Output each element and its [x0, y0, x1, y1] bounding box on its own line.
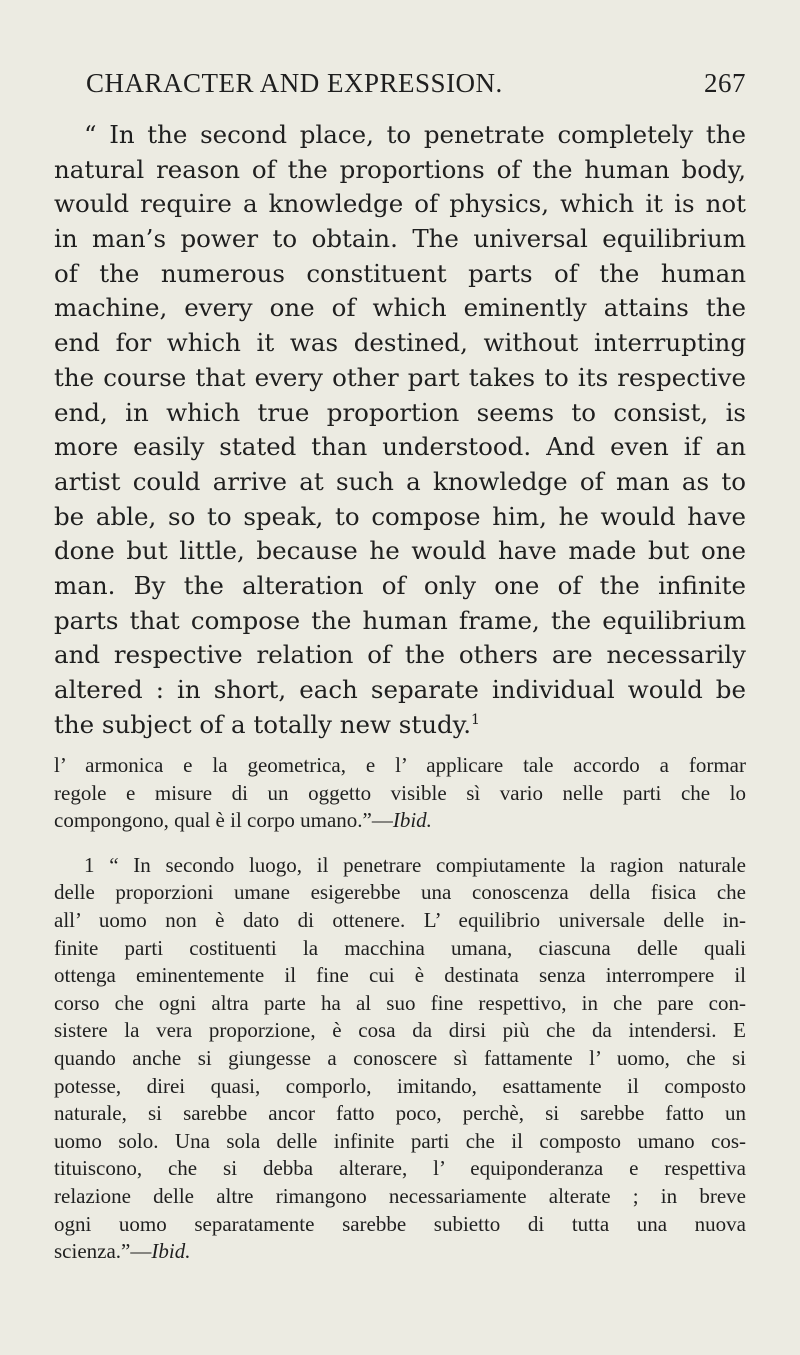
footnote-line-last — [54, 1238, 746, 1266]
text-line: natural reason of the proportions of the human body, — [54, 154, 746, 184]
text-line: be able, so to speak, to compose him, he would have — [54, 501, 746, 531]
footnote-line: tituiscono, che si debba alterare, l’ equiponderanza e respettiva — [54, 1156, 746, 1181]
footnote-line: ogni uomo separatamente sarebbe subietto di tutta una nuova — [54, 1211, 746, 1236]
text-line: the course that every other part takes to its respective — [54, 362, 746, 392]
footnote-line: regole e misure di un oggetto visible sì vario nelle parti che lo — [54, 780, 746, 805]
footnote-line: relazione delle altre rimangono necessariamente alterate ; in breve — [54, 1183, 746, 1208]
running-head — [86, 68, 746, 108]
footnote-line: sistere la vera proporzione, è cosa da dirsi più che da intendersi. E — [54, 1018, 746, 1043]
text-line-last — [54, 708, 746, 743]
text-line: man. By the alteration of only one of the infinite — [54, 570, 746, 600]
text-line: of the numerous constituent parts of the human — [54, 258, 746, 288]
footnote-line: all’ uomo non è dato di ottenere. L’ equilibrio universale delle in- — [54, 907, 746, 932]
text-line: parts that compose the human frame, the equilibrium — [54, 605, 746, 635]
text-line: more easily stated than understood. And even if an — [54, 432, 746, 462]
footnote-line: uomo solo. Una sola delle infinite parti che il composto umano cos- — [54, 1128, 746, 1153]
footnote-text: scienza.”— — [54, 1239, 152, 1264]
text-line: and respective relation of the others are necessarily — [54, 640, 746, 670]
footnote-line: finite parti costituenti la macchina umana, ciascuna delle quali — [54, 935, 746, 960]
footnote-line: l’ armonica e la geometrica, e l’ applicare tale accordo a formar — [54, 753, 746, 777]
footnote-line: delle proporzioni umane esigerebbe una conoscenza della fisica che — [54, 880, 746, 905]
text-line: in man’s power to obtain. The universal equilibrium — [54, 224, 746, 254]
text-line: altered : in short, each separate individual would be — [54, 675, 746, 704]
footnote-line: corso che ogni altra parte ha al suo fine respettivo, in che pare con- — [54, 990, 746, 1015]
ibid-citation: Ibid. — [151, 1239, 191, 1264]
footnote-line: naturale, si sarebbe ancor fatto poco, perchè, si sarebbe fatto un — [54, 1101, 746, 1126]
footnote-line: 1 “ In secondo luogo, il penetrare compiutamente la ragion naturale — [84, 852, 746, 877]
ibid-citation: Ibid. — [392, 808, 432, 833]
text-line: would require a knowledge of physics, which it is not — [54, 189, 746, 219]
text-line: end, in which true proportion seems to consist, is — [54, 397, 746, 427]
text-line: machine, every one of which eminently attains the — [54, 293, 746, 323]
footnote-line: ottenga eminentemente il fine cui è destinata senza interrompere il — [54, 963, 746, 988]
footnote-line: potesse, direi quasi, comporlo, imitando, esattamente il composto — [54, 1073, 746, 1098]
main-text — [54, 118, 746, 742]
running-head-title: CHARACTER AND EXPRESSION. — [86, 68, 503, 98]
footnotes — [54, 752, 746, 1266]
text-line: “ In the second place, to penetrate completely the — [84, 120, 746, 149]
page-number: 267 — [704, 68, 746, 98]
footnote-line: quando anche si giungesse a conoscere sì fattamente l’ uomo, che si — [54, 1045, 746, 1070]
text-line: done but little, because he would have made but one — [54, 536, 746, 566]
footnote-continuation — [54, 752, 746, 835]
text-line: end for which it was destined, without interrupting — [54, 328, 746, 358]
text-line: artist could arrive at such a knowledge of man as to — [54, 466, 746, 496]
footnote-line-last — [54, 807, 746, 835]
footnote-1 — [54, 852, 746, 1266]
footnote-marker: 1 — [471, 711, 480, 728]
last-line-text: the subject of a totally new study. — [54, 709, 472, 739]
footnote-text: compongono, qual è il corpo umano.”— — [54, 808, 393, 833]
